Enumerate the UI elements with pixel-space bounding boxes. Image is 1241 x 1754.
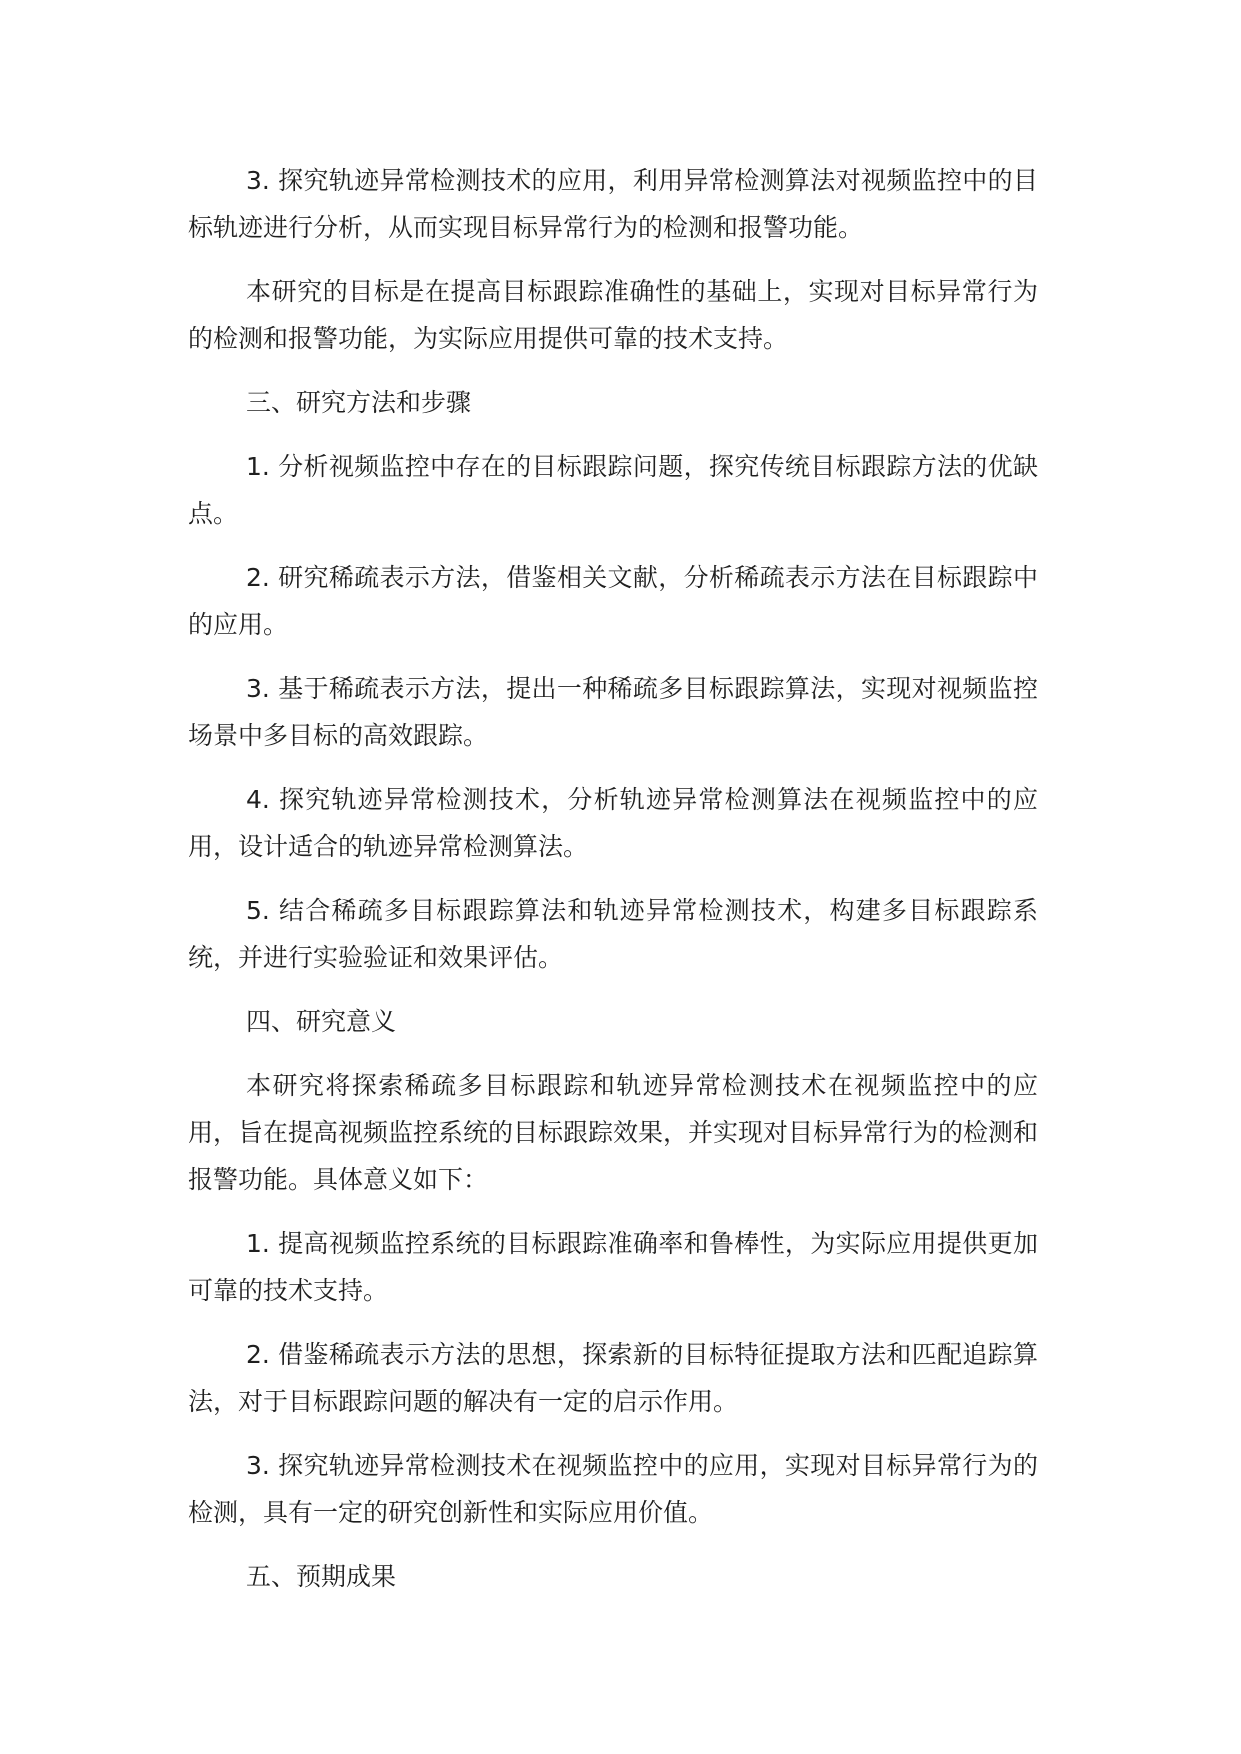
- paragraph-significance-item-2: 2. 借鉴稀疏表示方法的思想，探索新的目标特征提取方法和匹配追踪算法，对于目标跟踪问题的解决有一定的启示作用。: [188, 1340, 1038, 1416]
- paragraph-significance-item-3: 3. 探究轨迹异常检测技术在视频监控中的应用，实现对目标异常行为的检测，具有一定的研究创新性和实际应用价值。: [188, 1451, 1038, 1527]
- paragraph-method-step-4: 4. 探究轨迹异常检测技术，分析轨迹异常检测算法在视频监控中的应用，设计适合的轨迹异常检测算法。: [188, 785, 1038, 861]
- paragraph-significance-intro: 本研究将探索稀疏多目标跟踪和轨迹异常检测技术在视频监控中的应用，旨在提高视频监控系统的目标跟踪效果，并实现对目标异常行为的检测和报警功能。具体意义如下：: [188, 1071, 1039, 1194]
- paragraph-goal-item-3: 3. 探究轨迹异常检测技术的应用，利用异常检测算法对视频监控中的目标轨迹进行分析，从而实现目标异常行为的检测和报警功能。: [188, 166, 1038, 242]
- paragraph-method-step-3: 3. 基于稀疏表示方法，提出一种稀疏多目标跟踪算法，实现对视频监控场景中多目标的高效跟踪。: [188, 674, 1038, 750]
- section-heading-methods: 三、研究方法和步骤: [246, 388, 472, 417]
- paragraph-significance-item-1: 1. 提高视频监控系统的目标跟踪准确率和鲁棒性，为实际应用提供更加可靠的技术支持。: [188, 1229, 1038, 1305]
- paragraph-method-step-1: 1. 分析视频监控中存在的目标跟踪问题，探究传统目标跟踪方法的优缺点。: [188, 452, 1038, 528]
- section-heading-expected-results: 五、预期成果: [246, 1562, 397, 1591]
- paragraph-method-step-5: 5. 结合稀疏多目标跟踪算法和轨迹异常检测技术，构建多目标跟踪系统，并进行实验验证和效果评估。: [188, 896, 1038, 972]
- section-heading-significance: 四、研究意义: [246, 1007, 397, 1036]
- paragraph-method-step-2: 2. 研究稀疏表示方法，借鉴相关文献，分析稀疏表示方法在目标跟踪中的应用。: [188, 563, 1038, 639]
- paragraph-research-objective: 本研究的目标是在提高目标跟踪准确性的基础上，实现对目标异常行为的检测和报警功能，为实际应用提供可靠的技术支持。: [188, 277, 1038, 353]
- document-body: [188, 157, 1038, 1617]
